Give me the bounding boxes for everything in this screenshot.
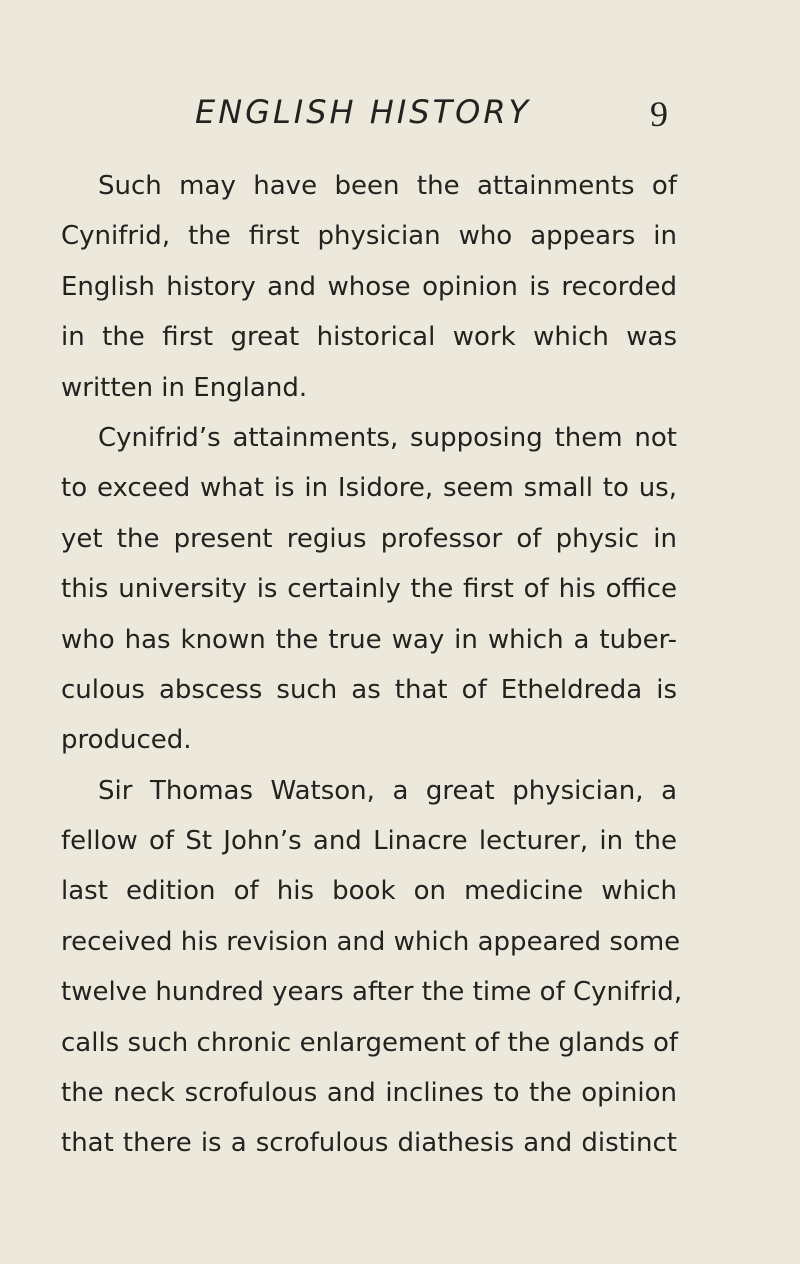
text-line: to exceed what is in Isidore, seem small to us, — [61, 473, 677, 504]
text-line: yet the present regius professor of physic in — [61, 523, 677, 554]
text-line: calls such chronic enlargement of the glands of — [61, 1027, 679, 1058]
text-line: who has known the true way in which a tuber- — [61, 624, 677, 655]
text-line: twelve hundred years after the time of Cynifrid, — [61, 977, 683, 1008]
text-line: English history and whose opinion is recorded — [61, 271, 677, 302]
text-line: fellow of St John’s and Linacre lecturer, in the — [61, 826, 677, 857]
text-line: Sir Thomas Watson, a great physician, a — [98, 775, 677, 806]
text-line: the neck scrofulous and inclines to the opinion — [61, 1078, 677, 1109]
running-head-title: ENGLISH HISTORY — [195, 93, 532, 131]
text-line: Such may have been the attainments of — [98, 171, 677, 201]
text-line: produced. — [61, 725, 192, 756]
text-line: Cynifrid’s attainments, supposing them not — [98, 422, 677, 453]
text-line: received his revision and which appeared some — [61, 926, 681, 957]
text-line: Cynifrid, the first physician who appears in — [61, 221, 677, 252]
text-line: in the first great historical work which was — [61, 322, 677, 353]
text-line: culous abscess such as that of Etheldreda is — [61, 674, 677, 705]
text-line: last edition of his book on medicine which — [61, 876, 677, 907]
page-number: 9 — [650, 94, 668, 134]
text-line: that there is a scrofulous diathesis and distinct — [61, 1128, 677, 1159]
body-text — [61, 161, 683, 1169]
text-line: this university is certainly the first of his office — [61, 574, 677, 605]
text-line: written in England. — [61, 372, 308, 403]
